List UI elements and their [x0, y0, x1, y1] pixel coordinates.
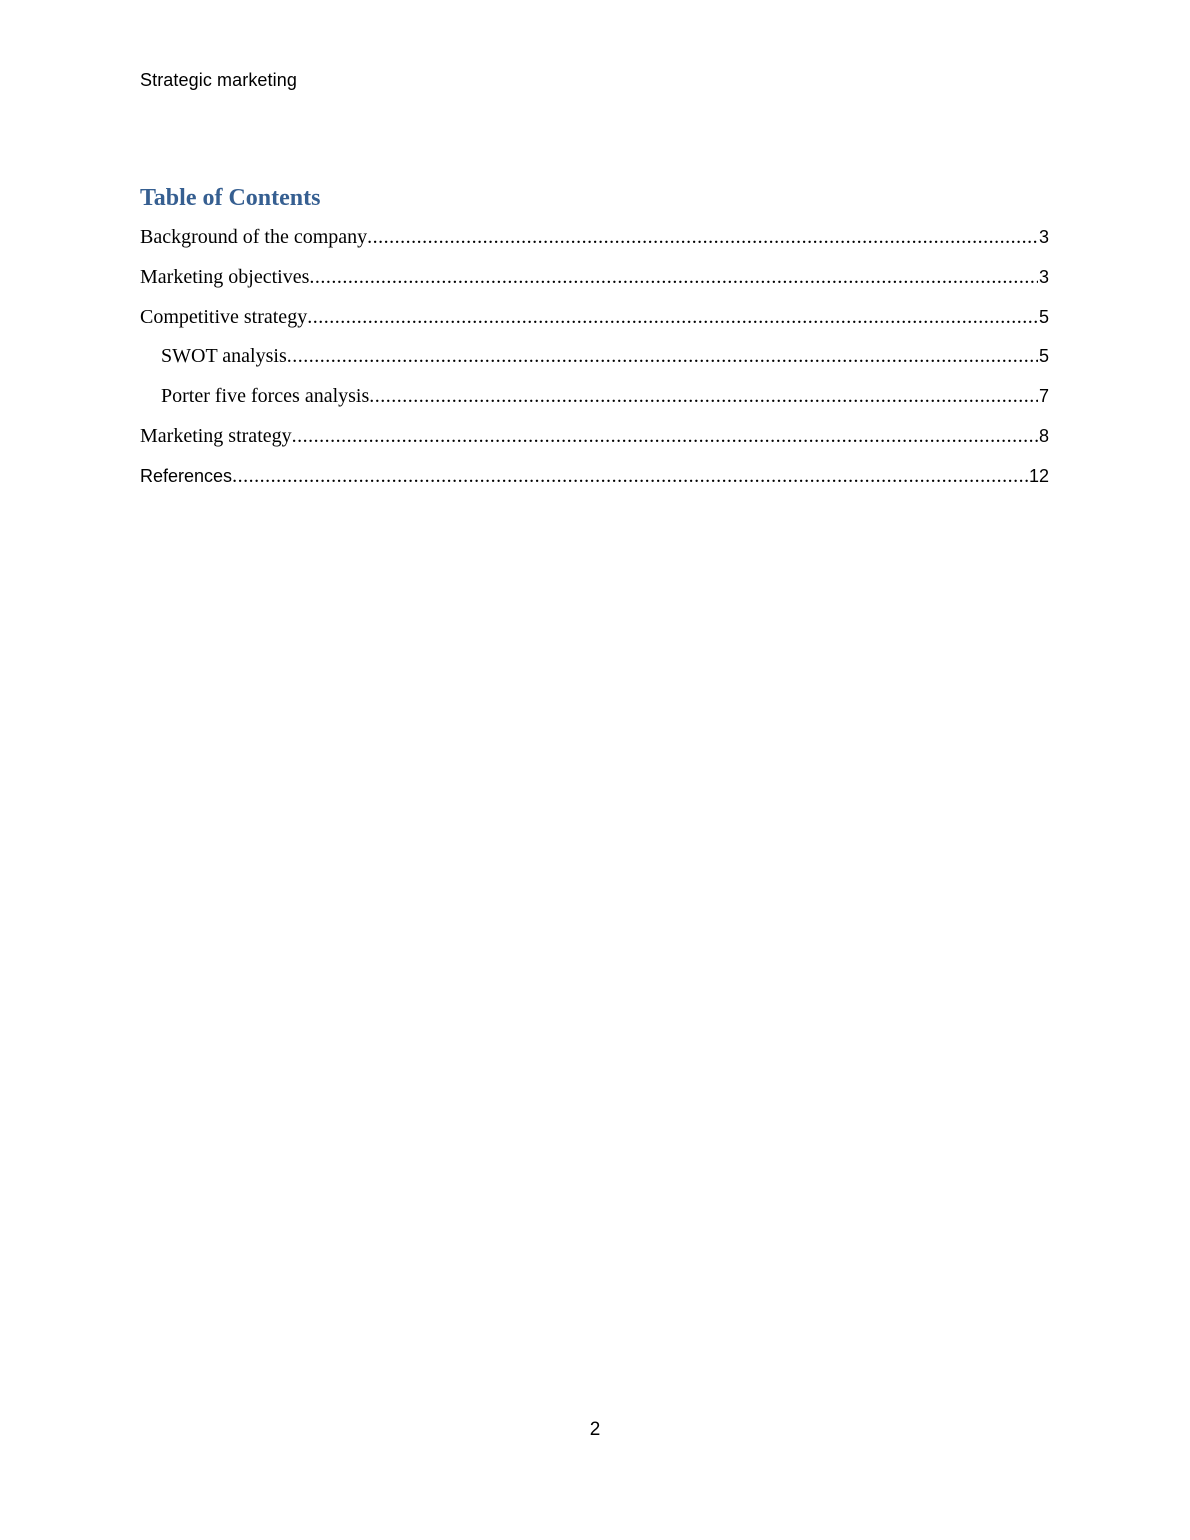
toc-dot-leader [292, 425, 1038, 448]
toc-entry-label: References [140, 465, 233, 486]
toc-title: Table of Contents [140, 185, 321, 211]
toc-entry-page: 12 [1028, 465, 1049, 486]
toc-entry-porter-five-forces[interactable] [140, 385, 1049, 425]
toc-entry-page: 5 [1038, 306, 1049, 327]
toc-entry-marketing-strategy[interactable] [140, 425, 1049, 465]
toc-entry-page: 8 [1038, 425, 1049, 446]
toc-entry-page: 3 [1038, 266, 1049, 287]
toc-dot-leader [307, 306, 1038, 329]
toc-dot-leader [309, 266, 1038, 289]
toc-entry-page: 7 [1038, 386, 1049, 407]
toc-entry-label: Marketing objectives [140, 265, 310, 288]
toc-dot-leader [232, 465, 1028, 488]
toc-dot-leader [367, 226, 1038, 249]
toc-entry-background[interactable] [140, 226, 1049, 266]
toc-entry-marketing-objectives[interactable] [140, 266, 1049, 306]
page-number: 2 [589, 1419, 601, 1440]
toc-dot-leader [287, 345, 1038, 368]
toc-entry-label: Background of the company [140, 226, 368, 248]
toc-entry-label: Marketing strategy [140, 424, 292, 447]
toc-entry-competitive-strategy[interactable] [140, 306, 1049, 346]
toc-entry-label: Porter five forces analysis [161, 385, 370, 408]
toc-entry-references[interactable] [140, 465, 1049, 505]
toc-entry-swot-analysis[interactable] [140, 345, 1049, 385]
toc-entry-label: SWOT analysis [161, 345, 287, 368]
toc-entry-page: 3 [1038, 227, 1049, 247]
toc-entry-label: Competitive strategy [140, 305, 308, 328]
table-of-contents [140, 226, 1049, 505]
toc-entry-page: 5 [1038, 346, 1049, 367]
running-header: Strategic marketing [140, 70, 297, 90]
toc-dot-leader [369, 385, 1038, 408]
